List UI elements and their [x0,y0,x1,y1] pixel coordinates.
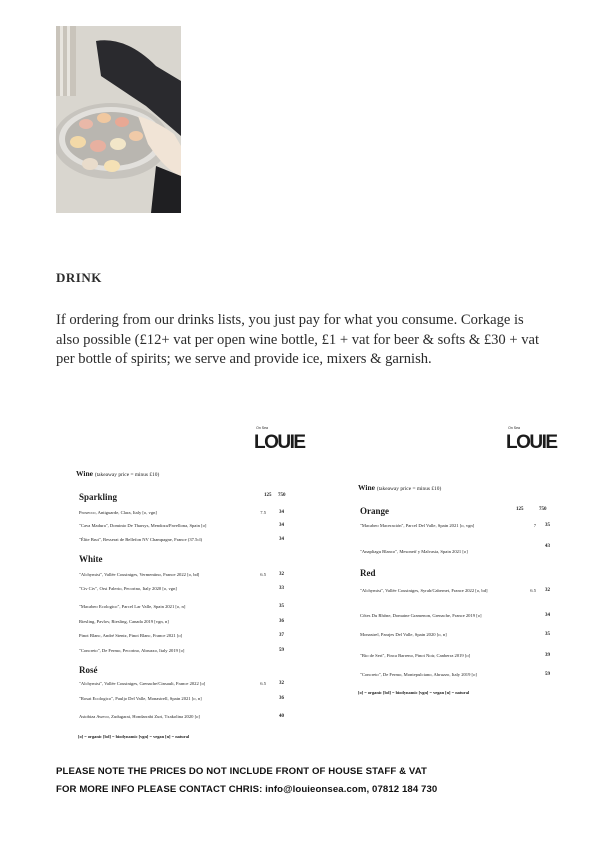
section-white: White [79,554,103,564]
wine-title-text: Wine [76,469,93,478]
size-header-125: 125 [516,507,524,512]
section-sparkling: Sparkling [79,492,118,502]
corkage-intro: If ordering from our drinks lists, you just pay for what you consume. Corkage is also possible (£12+ vat per open wine bottle, £1 + vat for beer & softs & £30 + vat per bottle of spirits; we serve and provide ice, mixers & garnish. [56,312,540,367]
wine-title-text: Wine [358,483,375,492]
drinks-tray-photo [56,26,181,213]
wine-menu-left: On Sea LOUIE Wine (takeaway price = minus £10) Sparkling 125 750 Prosecco, Antiguarde, Clara, Italy [o, vgn] 7.5 34 "Cava Madura", Dominio De Tharsys, Mendoza/Pavellona, Spain [o] 34 "Élite Brut", Besserat de Bellefon NV Champagne, France (37.5cl) 34 White "Alchymist", Vallée Cousiniges, Vermentino, France 2022 [o, bd] 6.5 32 "Civ Civ", Orsi Falerio, Pecorino, Italy 2020 [o, vgn] 33 "Macabeo Ecologico", Parcel Lar Valle, Spain 2021 [o, n] 35 Riesling, Pavlov, Riesling, Canada 2019 [vgn, n] 36 Pinot Blanc, André Stentz, Pinot Blanc, France 2021 [o] 37 "Concreto", De Fermo, Pecorino, Abruzzo, Italy 2019 [o] 59 Rosé "Alchymist", Vallée Cousiniges, Grenache/Cinsault, France 2022 [o] 6.5 32 "Rosat Ecologico", Pauljo Del Valle, Monastrell, Spain 2021 [o, n] 36 Astobiza Aweco, Zudugarai, Hondarrabi Zuri, Txakolina 2020 [o] 40 [o] = organic [bd] = biodynamic [vgn] = vegan [n] = natural [76,426,305,739]
wine-title-sub: (takeaway price = minus £10) [376,486,442,492]
wine-menu-right: On Sea LOUIE Wine (takeaway price = minus £10) Orange 125 750 "Macabeo Maceración", Parcel Del Valle, Spain 2021 [o, vgn] 7 35 "Anapliagu Blanco", Mesoneif y Malvasia, Spain 2021 [o] 43 Red "Alchymist", Vallée Cousiniges, Syrah/Cabernet, France 2022 [o, bd] 6.5 32 Côtes Du Rhône, Domaine Gramenon, Grenache, France 2019 [o] 34 Monastrel, Parajes Del Valle, Spain 2020 [o, n] 35 "Bio de Seri", Finca Barreno, Pinot Noir, Canberra 2019 [o] 39 "Concreto", De Fermo, Montepulciano, Abruzzo, Italy 2019 [o] 59 [o] = organic [bd] = biodynamic [vgn] = vegan [n] = natural [358,426,557,695]
logo-tagline: On Sea [508,426,520,430]
drink-heading: DRINK [56,270,102,285]
wine-title-sub: (takeaway price = minus £10) [94,472,160,478]
section-rose: Rosé [79,665,98,675]
louie-logo: LOUIE [506,432,557,453]
size-header-125: 125 [264,493,272,498]
louie-logo: LOUIE [254,432,305,453]
wine-title [76,469,159,478]
footer-contact: FOR MORE INFO PLEASE CONTACT CHRIS: info@louieonsea.com, 07812 184 730 [56,784,438,795]
legend: [o] = organic [bd] = biodynamic [vgn] = vegan [n] = natural [358,690,470,695]
section-orange: Orange [360,506,389,516]
size-header-750: 750 [278,493,286,498]
logo-tagline: On Sea [256,426,268,430]
drinks-tray-illustration [56,26,181,213]
footer-price-note: PLEASE NOTE THE PRICES DO NOT INCLUDE FRONT OF HOUSE STAFF & VAT [56,766,427,777]
wine-title [358,483,441,492]
section-red: Red [360,568,376,578]
legend: [o] = organic [bd] = biodynamic [vgn] = vegan [n] = natural [78,734,190,739]
size-header-750: 750 [539,507,547,512]
